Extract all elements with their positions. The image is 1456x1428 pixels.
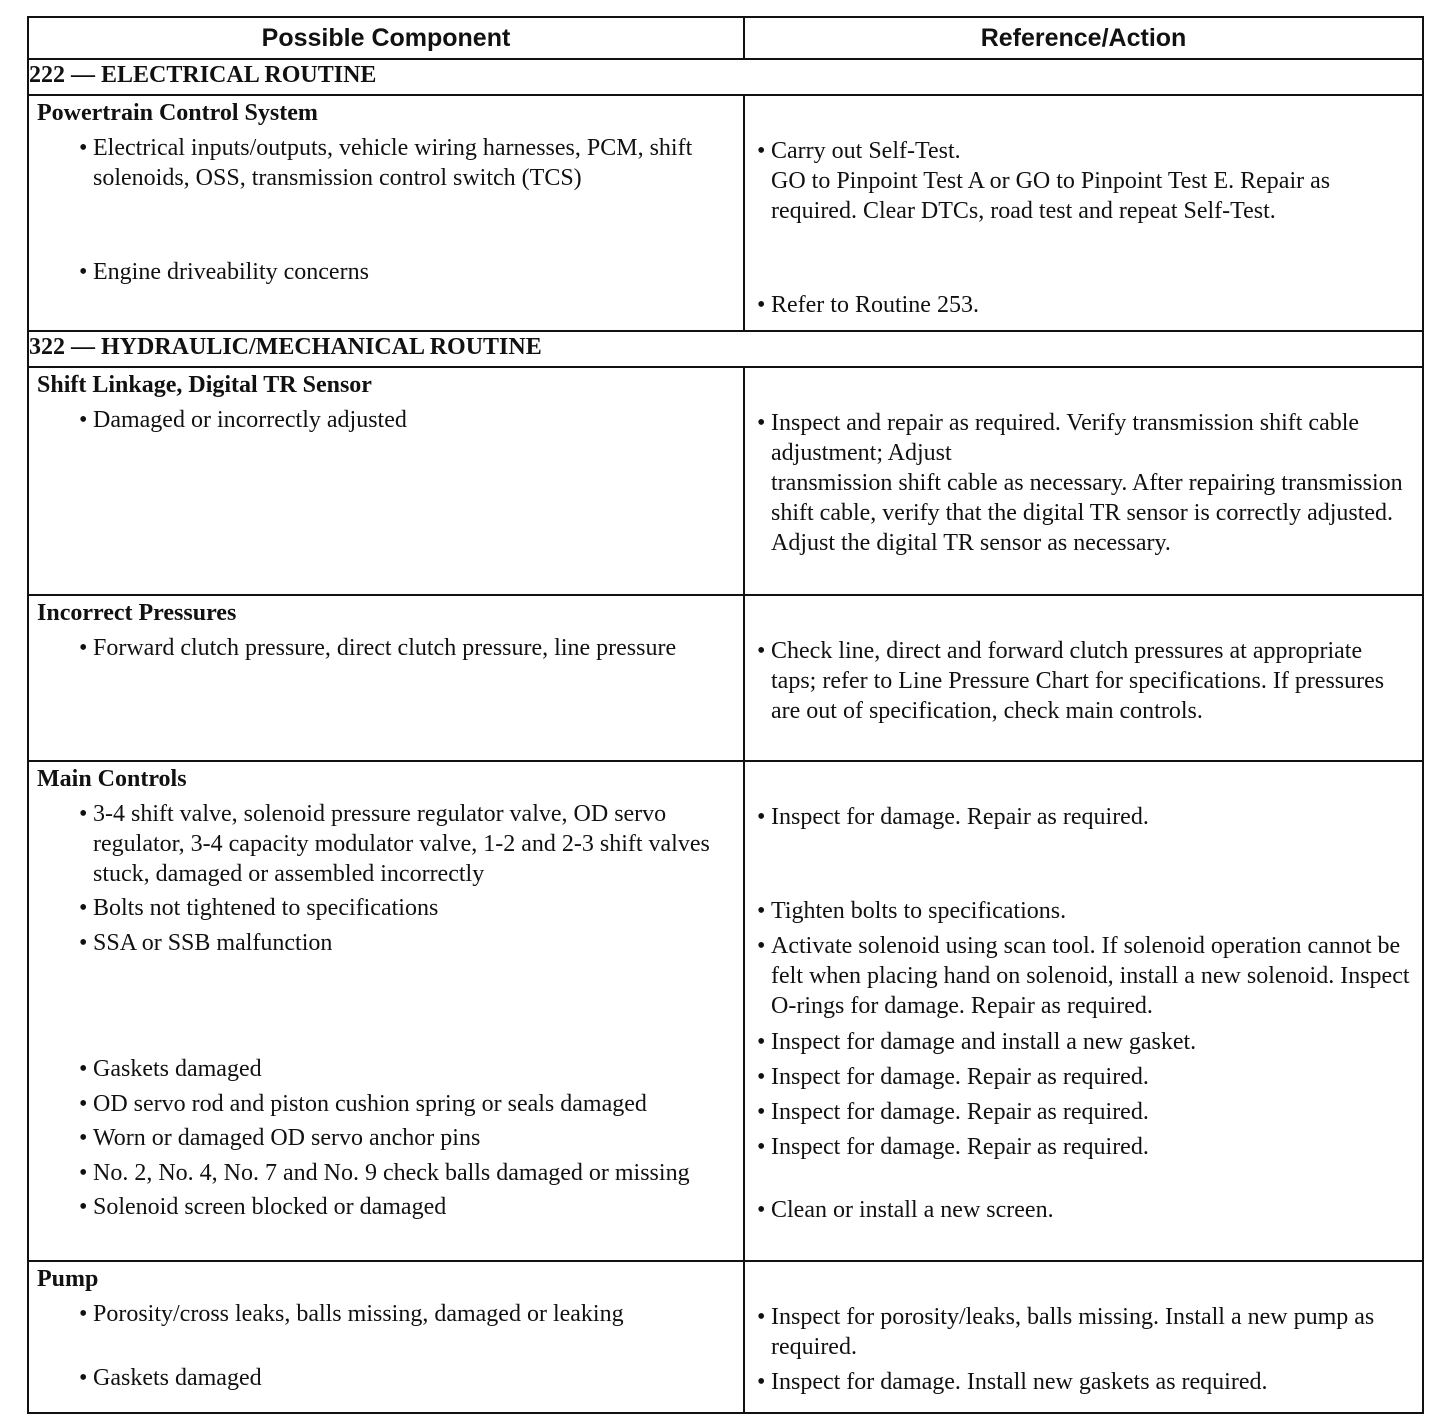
component-cell — [28, 367, 744, 595]
component-item: • Forward clutch pressure, direct clutch pressure, line pressure — [79, 635, 677, 661]
component-cell — [28, 761, 744, 1261]
component-item: • Worn or damaged OD servo anchor pins — [79, 1125, 481, 1151]
routine-row — [28, 59, 1423, 95]
component-item: • SSA or SSB malfunction — [79, 930, 333, 956]
component-item: • OD servo rod and piston cushion spring or seals damaged — [79, 1091, 647, 1117]
section-title: Pump — [37, 1266, 99, 1292]
action-item: • Inspect for damage and install a new gasket. — [757, 1029, 1197, 1055]
action-item: • Clean or install a new screen. — [757, 1197, 1054, 1223]
component-item: • Gaskets damaged — [79, 1056, 262, 1082]
action-cell — [744, 1261, 1423, 1413]
component-cell — [28, 1261, 744, 1413]
routine-row — [28, 331, 1423, 367]
header-row — [28, 17, 1423, 59]
action-item: • Activate solenoid using scan tool. If solenoid operation cannot be felt when placing hand on solenoid, install a new solenoid. Inspect O-rings for damage. Repair as required. — [757, 933, 1410, 1019]
action-item: • Inspect for porosity/leaks, balls missing. Install a new pump as required. — [757, 1304, 1375, 1360]
action-cell — [744, 367, 1423, 595]
section-row — [28, 595, 1423, 761]
routine-title: 322 — HYDRAULIC/MECHANICAL ROUTINE — [28, 331, 1423, 367]
routine-title: 222 — ELECTRICAL ROUTINE — [28, 59, 1423, 95]
section-title: Shift Linkage, Digital TR Sensor — [37, 372, 372, 398]
section-row — [28, 761, 1423, 1261]
component-item: • Damaged or incorrectly adjusted — [79, 407, 407, 433]
action-item: • Inspect for damage. Repair as required. — [757, 1099, 1149, 1125]
diagnosis-table — [27, 16, 1424, 1414]
component-item: • 3-4 shift valve, solenoid pressure regulator valve, OD servo regulator, 3-4 capacity modulator valve, 1-2 and 2-3 shift valves stuck, damaged or assembled incorrectly — [79, 801, 710, 887]
action-item: • Inspect for damage. Repair as required. — [757, 1134, 1149, 1160]
component-item: • Gaskets damaged — [79, 1365, 262, 1391]
action-cell — [744, 595, 1423, 761]
section-row — [28, 1261, 1423, 1413]
header-possible-component: Possible Component — [28, 17, 744, 59]
action-item: • Check line, direct and forward clutch pressures at appropriate taps; refer to Line Pressure Chart for specifications. If pressures are out of specification, check main controls. — [757, 638, 1385, 724]
component-item: • Electrical inputs/outputs, vehicle wiring harnesses, PCM, shift solenoids, OSS, transmission control switch (TCS) — [79, 135, 693, 191]
section-row — [28, 95, 1423, 331]
action-item: • Refer to Routine 253. — [757, 292, 979, 318]
action-cell — [744, 95, 1423, 331]
section-title: Powertrain Control System — [37, 100, 318, 126]
action-item: • Carry out Self-Test. GO to Pinpoint Test A or GO to Pinpoint Test E. Repair as required. Clear DTCs, road test and repeat Self-Test. — [757, 138, 1331, 224]
component-item: • Porosity/cross leaks, balls missing, damaged or leaking — [79, 1301, 624, 1327]
action-item: • Inspect for damage. Repair as required. — [757, 1064, 1149, 1090]
action-item: • Inspect for damage. Repair as required. — [757, 804, 1149, 830]
component-item: • Bolts not tightened to specifications — [79, 895, 439, 921]
section-title: Main Controls — [37, 766, 187, 792]
action-cell — [744, 761, 1423, 1261]
component-item: • Solenoid screen blocked or damaged — [79, 1194, 447, 1220]
component-cell — [28, 595, 744, 761]
component-item: • No. 2, No. 4, No. 7 and No. 9 check balls damaged or missing — [79, 1160, 690, 1186]
section-row — [28, 367, 1423, 595]
section-title: Incorrect Pressures — [37, 600, 237, 626]
action-item: • Inspect for damage. Install new gaskets as required. — [757, 1369, 1268, 1395]
component-item: • Engine driveability concerns — [79, 259, 369, 285]
component-cell — [28, 95, 744, 331]
action-item: • Inspect and repair as required. Verify transmission shift cable adjustment; Adjust transmission shift cable as necessary. After repairing transmission shift cable, verify that the digital TR sensor is correctly adjusted. Adjust the digital TR sensor as necessary. — [757, 410, 1403, 556]
action-item: • Tighten bolts to specifications. — [757, 898, 1067, 924]
header-reference-action: Reference/Action — [744, 17, 1423, 59]
